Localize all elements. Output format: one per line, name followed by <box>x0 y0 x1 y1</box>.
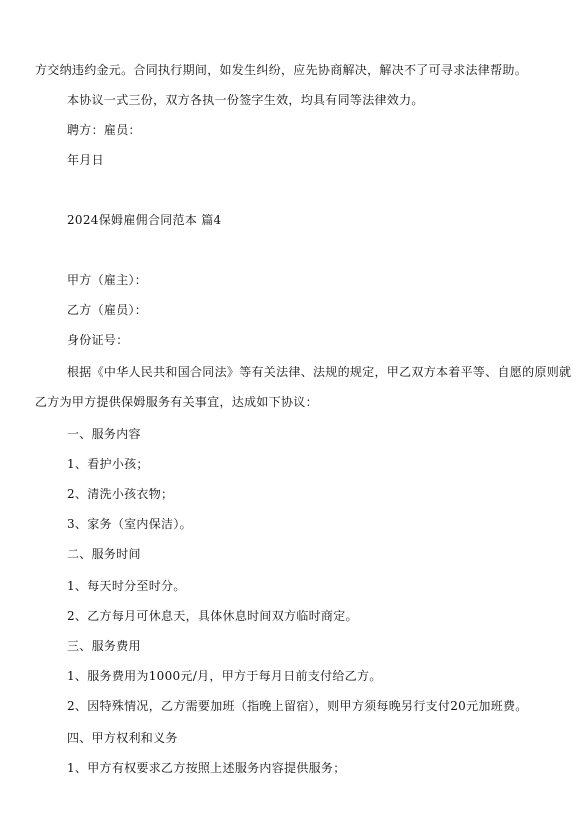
clause-item: 3、家务（室内保洁）。 <box>67 517 192 531</box>
clause-item: 1、甲方有权要求乙方按照上述服务内容提供服务； <box>67 761 346 775</box>
clause-heading: 三、服务费用 <box>67 639 141 653</box>
party-a-line: 甲方（雇主）： <box>67 273 148 287</box>
date-line: 年月日 <box>67 153 104 167</box>
clause-item: 1、每天时分至时分。 <box>67 579 186 593</box>
clause-item: 2、因特殊情况，乙方需要加班（指晚上留宿），则甲方须每晚另行支付20元加班费。 <box>67 699 528 713</box>
clause-item: 1、服务费用为1000元/月，甲方于每月日前支付给乙方。 <box>67 669 382 683</box>
party-b-line: 乙方（雇员）： <box>67 303 148 317</box>
clause-heading: 一、服务内容 <box>67 427 141 441</box>
clause-heading: 二、服务时间 <box>67 547 141 561</box>
paragraph-line: 方交纳违约金元。合同执行期间，如发生纠纷，应先协商解决，解决不了可寻求法律帮助。 <box>35 63 528 77</box>
clause-item: 2、乙方每月可休息天，具体休息时间双方临时商定。 <box>67 609 358 623</box>
section-title: 2024保姆雇佣合同范本 篇4 <box>67 213 222 227</box>
clause-heading: 四、甲方权利和义务 <box>67 731 178 745</box>
paragraph-line: 根据《中华人民共和国合同法》等有关法律、法规的规定，甲乙双方本着平等、自愿的原则就 <box>67 365 572 379</box>
signature-line: 聘方：雇员： <box>67 123 141 137</box>
paragraph-line: 本协议一式三份，双方各执一份签字生效，均具有同等法律效力。 <box>67 93 424 107</box>
clause-item: 2、清洗小孩衣物； <box>67 487 174 501</box>
id-number-line: 身份证号： <box>67 333 129 347</box>
paragraph-line: 乙方为甲方提供保姆服务有关事宜，达成如下协议： <box>35 395 318 409</box>
clause-item: 1、看护小孩； <box>67 457 149 471</box>
